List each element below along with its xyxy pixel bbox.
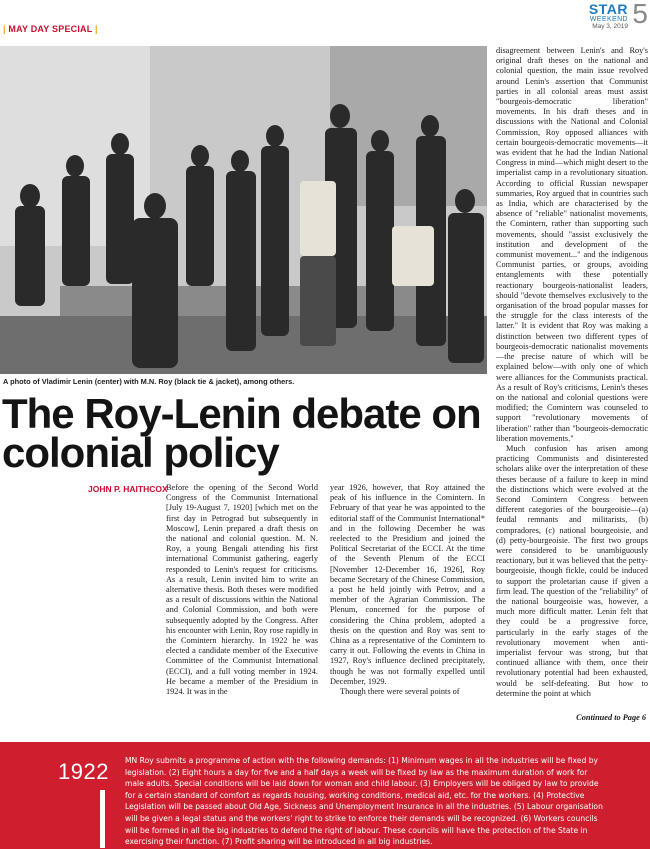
article-headline [2,390,489,476]
issue-date: May 3, 2019 [592,23,628,30]
byline: JOHN P. HAITHCOX [88,484,168,494]
paragraph: Much confusion has arisen among practicing Communists and disinterested scholars alike over the interpretation of these theses because of a failure to keep in mind the distinctions which were evolved at the Second Comintern Congress between different categories of the bourgeoisie—(a) feudal remnants and militarists, (b) compradores, (c) national bourgeoisie, and (d) petty-bourgeoisie. The first two groups were considered to be unambiguously reactionary, but it was believed that the petty-bourgeoisie, though fickle, could be induced to support the proletarian cause if given a firm lead. The question of the "reliability" of the national bourgeoisie was, however, a much more difficult matter. Lenin felt that they could be a progressive force, particularly in the early stages of the revolutionary movement when anti-imperialist fervour was strong, but that continued alliance with them, once their revolutionary potential had been exhausted, would be self-defeating. But how to determine the point at which [496,443,648,698]
headline-line-2: colonial policy [2,429,279,476]
section-tag-label: MAY DAY SPECIAL [8,24,93,34]
paragraph: Before the opening of the Second World Congress of the Communist International [July 19-August 7, 1920] [which met on the first day in Petrograd but subsequently in Moscow], Lenin prepared a draft thesis on the national and colonial question. M. N. Roy, a young Bengali attending his first international Communist gathering, eagerly responded to Lenin's request for criticisms. As a result, Lenin invited him to write an alternative thesis. Both theses were modified as a result of discussions within the National and Colonial Commission, and both were subsequently adopted by the Congress. After his encounter with Lenin, Roy rose rapidly in the Comintern hierarchy. In 1922 he was elected a candidate member of the Executive Committee of the Communist International (ECCI), and a full voting member in 1924. He became a member of the Presidium in 1924. It was in the [166,483,318,697]
continued-link[interactable]: Continued to Page 6 [576,713,646,722]
headline-line-1: The Roy-Lenin debate on [2,390,481,437]
section-tag: | MAY DAY SPECIAL | [3,24,98,34]
timeline-divider [100,790,105,848]
paragraph: Though there were several points of [340,687,460,697]
page-header [0,0,650,46]
historical-photo [0,46,487,374]
paragraph: disagreement between Lenin's and Roy's original draft theses on the national and colonial question, the main issue revolved around Lenin's assertion that Communist parties in all colonial areas must assist "bourgeois-democratic liberation" movements. In his draft theses and in discussions with the National and Colonial Commission, Roy opposed alliances with certain bourgeois-democratic movements—it was evident that he had the Indian National Congress in mind—which might desert to the imperialist camp in a revolutionary situation. According to official Russian newspaper summaries, Roy argued that in countries such as India, which are characterised by the absence of "reliable" nationalist movements, the Comintern, rather than supporting such movements, should "assist exclusively the institution and development of the communist movement..." and the indigenous Communist parties, or groups, avoiding entanglements with these potentially reactionary bourgeois-nationalist leaders, should "devote themselves exclusively to the organisation of the broad popular masses for the struggle for the class interests of the latter." It is evident that Roy was making a distinction between two different types of bourgeois-democratic nationalist movements—the precise nature of which will be explained below—with only one of which were alliances for the Communists practical. As a result of Roy's criticisms, Lenin's theses on the national and colonial questions were modified; the Comintern was counseled to support "revolutionary movements of liberation" rather than "bourgeois-democratic liberation movements." [496,46,648,443]
timeline-box [0,742,650,849]
masthead-logo [589,2,628,31]
masthead-sub: WEEKEND [589,16,628,23]
article-column-1 [166,483,318,697]
photo-illustration [0,46,487,374]
photo-caption: A photo of Vladimir Lenin (center) with M.N. Roy (black tie & jacket), among others. [3,377,295,386]
page-number: 5 [632,0,648,29]
masthead-name: STAR [588,1,628,17]
paragraph: year 1926, however, that Roy attained the peak of his influence in the Comintern. In February of that year he was appointed to the editorial staff of the Communist International* and in the following December he was reelected to the Presidium and joined the Political Secretariat of the ECCI. At the time of the Seventh Plenum of the ECCI [November 12-December 16, 1926], Roy became Secretary of the Chinese Commission, a post he held jointly with Petrov, and a member of the Agrarian Commission. The Plenum, concerned for the purpose of considering the China problem, adopted a thesis on the question and Roy was sent to China as a representative of the Comintern to carry it out. Following the events in China in 1927, Roy's influence declined precipitately, though he was not formally expelled until December, 1929. [330,483,485,686]
timeline-year: 1922 [58,759,109,784]
timeline-text: MN Roy submits a programme of action with the following demands: (1) Minimum wages in all the industries will be fixed by legislation. (2) Eight hours a day for five and a half days a week will be fixed by law as the maximum duration of work for male adults. Special conditions will be laid down for woman and child labour. (3) Employers will be obliged by law to provide for a certain standard of comfort as regards housing, working conditions, medical aid, etc. for the workers. (4) Protective Legislation will be passed about Old Age, Sickness and Unemployment Insurance in all the industries. (5) Labour organisation will be given a legal status and the workers' right to strike to enforce their demands will be recognized. (6) Workers councils will be formed in all the big industries to defend the right of labour. These councils will have the protection of the State in exercising their function. (7) Profit sharing will be introduced in all big industries. [125,756,603,847]
article-column-3 [496,46,648,699]
article-column-2 [330,483,485,697]
